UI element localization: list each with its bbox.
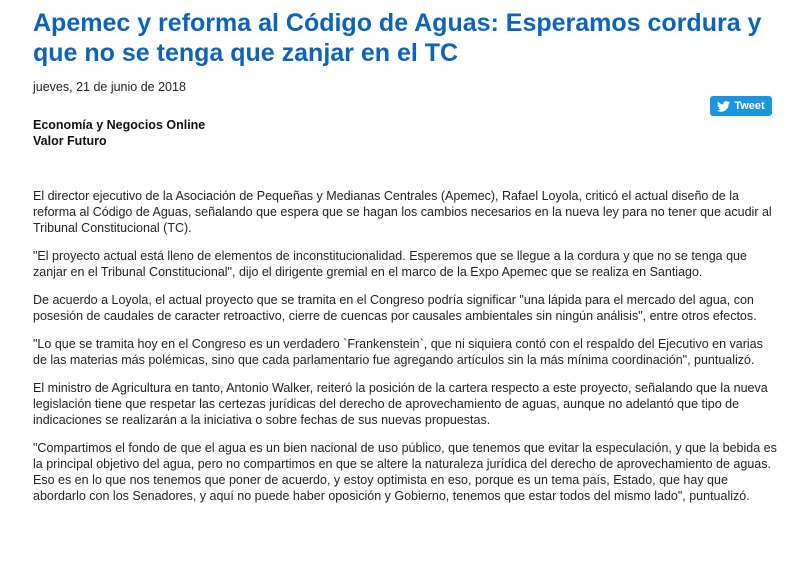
article-paragraph: "Compartimos el fondo de que el agua es un bien nacional de uso público, que tenemos que evitar la especulación, y que la bebida es la principal objetivo del agua, pero no compartimos en que se altere la naturaleza jurídica del derecho de aprovechamiento de aguas. Eso es en lo que nos tenemos que poner de acuerdo, y estoy optimista en eso, porque es un tema país, Estado, que hay que abordarlo con los Senadores, y aquí no puede haber oposición y Gobierno, tenemos que estar todos del mismo lado", puntualizó. [33, 441, 777, 503]
twitter-bird-icon [717, 101, 730, 112]
tweet-button[interactable] [710, 96, 772, 116]
article-title: Apemec y reforma al Código de Aguas: Esperamos cordura y que no se tenga que zanjar en el TC [33, 9, 762, 67]
article-source [33, 117, 205, 149]
tweet-label: Tweet [734, 100, 765, 112]
article-paragraph: El ministro de Agricultura en tanto, Antonio Walker, reiteró la posición de la cartera respecto a este proyecto, señalando que la nueva legislación tiene que respetar las certezas jurídicas del derecho de aprovechamiento de aguas, aunque no adelantó que tipo de indicaciones se realizarán a la iniciativa o sobre fechas de sus nuevas propuestas. [33, 381, 768, 427]
article-body [33, 188, 778, 516]
source-section: Valor Futuro [33, 134, 107, 148]
article-paragraph: "Lo que se tramita hoy en el Congreso es un verdadero `Frankenstein`, que ni siquiera contó con el respaldo del Ejecutivo en varias de las materias más polémicas, sino que cada parlamentario fue agregando artículos sin la más mínima coordinación", puntualizó. [33, 337, 763, 367]
article-paragraph: De acuerdo a Loyola, el actual proyecto que se tramita en el Congreso podría significar "una lápida para el mercado del agua, con posesión de caudales de caracter retroactivo, cierre de cuencas por causales ambientales sin ningún análisis", entre otros efectos. [33, 293, 757, 323]
source-publication: Economía y Negocios Online [33, 118, 206, 132]
article-date: jueves, 21 de junio de 2018 [33, 80, 186, 94]
article-paragraph: "El proyecto actual está lleno de elementos de inconstitucionalidad. Esperemos que se llegue a la cordura y que no se tenga que zanjar en el Tribunal Constitucional", dijo el dirigente gremial en el marco de la Expo Apemec que se realiza en Santiago. [33, 249, 747, 279]
article-paragraph: El director ejecutivo de la Asociación de Pequeñas y Medianas Centrales (Apemec), Rafael Loyola, criticó el actual diseño de la reforma al Código de Aguas, señalando que espera que se hagan los cambios necesarios en la nueva ley para no tener que acudir al Tribunal Constitucional (TC). [33, 189, 772, 235]
